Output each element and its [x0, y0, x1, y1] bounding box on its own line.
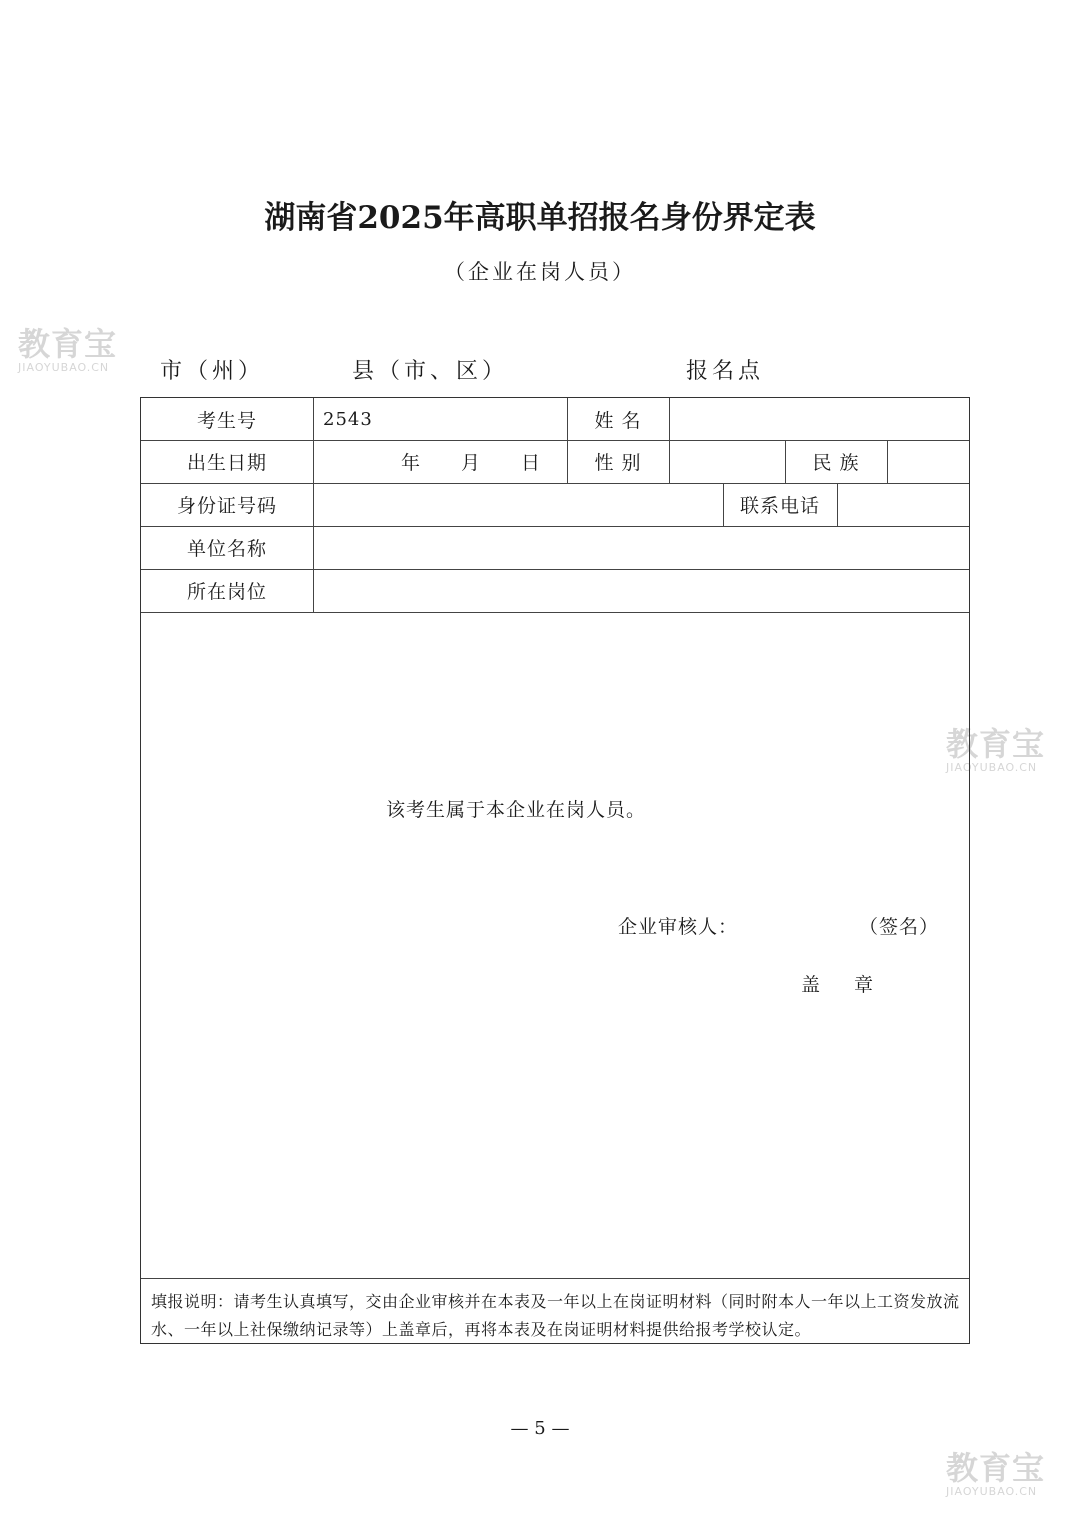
id-number-field[interactable]: [313, 483, 723, 526]
employer-name-label: 单位名称: [186, 538, 267, 560]
identity-form: [140, 397, 970, 1344]
city-label: 市（州）: [160, 359, 265, 384]
phone-field[interactable]: [837, 483, 969, 526]
county-label: 县（市、区）: [352, 359, 509, 384]
ethnicity-field[interactable]: [887, 440, 969, 483]
birth-date-label: 出生日期: [186, 452, 267, 474]
page-number: — 5 —: [510, 1418, 570, 1439]
position-field[interactable]: [313, 569, 969, 612]
watermark-logo: 教育宝 JIAOYUBAO.CN: [946, 725, 1046, 774]
row-divider: [141, 1278, 969, 1279]
gender-label: 性 别: [594, 452, 642, 474]
position-label: 所在岗位: [186, 581, 267, 603]
birth-date-field[interactable]: 年 月 日: [400, 452, 541, 474]
watermark-logo: 教育宝 JIAOYUBAO.CN: [946, 1449, 1046, 1498]
registration-site-label: 报名点: [686, 359, 765, 384]
exam-number-label: 考生号: [196, 409, 257, 432]
reviewer-label: 企业审核人：: [618, 916, 739, 938]
document-title: 湖南省2025年高职单招报名身份界定表: [264, 200, 816, 236]
employment-statement: 该考生属于本企业在岗人员。: [385, 799, 646, 821]
row-divider: [141, 612, 969, 613]
seal-label: 盖 章: [801, 974, 888, 996]
phone-label: 联系电话: [739, 495, 820, 517]
document-subtitle: （企业在岗人员）: [444, 260, 636, 284]
name-field[interactable]: [669, 398, 969, 440]
watermark-logo: 教育宝 JIAOYUBAO.CN: [18, 325, 118, 374]
exam-number-value[interactable]: 2543: [323, 408, 373, 430]
filling-instructions: 填报说明：请考生认真填写，交由企业审核并在本表及一年以上在岗证明材料（同时附本人一年以上工资发放流水、一年以上社保缴纳记录等）上盖章后，再将本表及在岗证明材料提供给报考学校认定。: [151, 1292, 960, 1339]
id-number-label: 身份证号码: [176, 495, 277, 517]
ethnicity-label: 民 族: [812, 452, 860, 474]
employer-name-field[interactable]: [313, 526, 969, 569]
gender-field[interactable]: [669, 440, 785, 483]
signature-label: （签名）: [859, 916, 940, 938]
name-label: 姓 名: [594, 409, 642, 432]
